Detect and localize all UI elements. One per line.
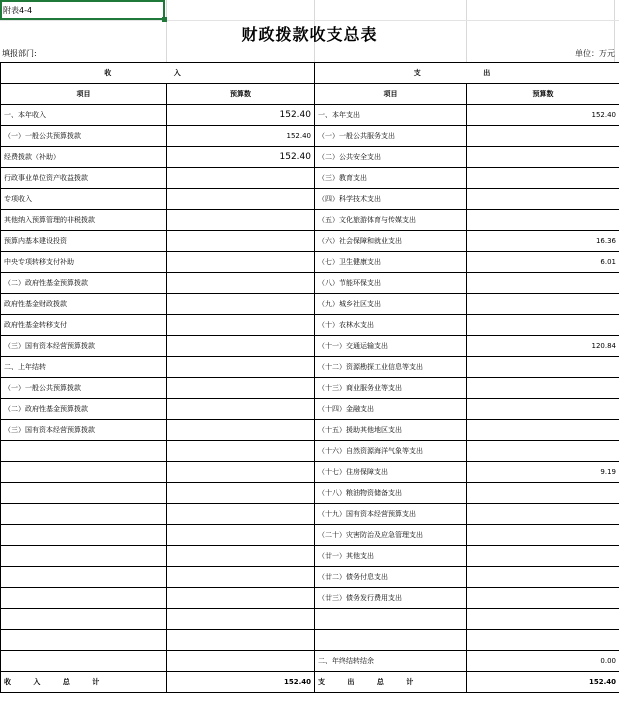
expense-value-cell: [467, 126, 619, 147]
income-item-header: 项目: [1, 84, 167, 105]
income-item-cell: [1, 525, 167, 546]
expense-item-cell: [315, 609, 467, 630]
expense-value-cell: [467, 441, 619, 462]
income-value-cell: [167, 504, 315, 525]
income-value-cell: [167, 399, 315, 420]
expense-value-cell: 152.40: [467, 105, 619, 126]
expense-value-cell: [467, 525, 619, 546]
expense-value-cell: [467, 588, 619, 609]
income-value-cell: [167, 588, 315, 609]
income-item-cell: 预算内基本建设投资: [1, 231, 167, 252]
expense-value-cell: [467, 168, 619, 189]
expense-item-cell: （十三）商业服务业等支出: [315, 378, 467, 399]
expense-value-cell: [467, 189, 619, 210]
income-value-cell: 152.40: [167, 105, 315, 126]
expense-total-label: 支 出 总 计: [315, 672, 467, 693]
income-item-cell: 政府性基金财政拨款: [1, 294, 167, 315]
table-row: [1, 546, 619, 567]
income-value-cell: [167, 252, 315, 273]
expense-item-cell: （十一）交通运输支出: [315, 336, 467, 357]
expense-item-cell: （三）教育支出: [315, 168, 467, 189]
income-value-cell: [167, 630, 315, 651]
income-total-value: 152.40: [167, 672, 315, 693]
table-row: [1, 315, 619, 336]
table-row: [1, 357, 619, 378]
expense-value-cell: [467, 294, 619, 315]
income-item-cell: [1, 441, 167, 462]
expense-header: 支 出: [315, 63, 619, 84]
expense-value-cell: [467, 378, 619, 399]
page-title: 财政拨款收支总表: [241, 25, 378, 44]
expense-value-cell: 120.84: [467, 336, 619, 357]
expense-value-cell: [467, 420, 619, 441]
table-row: [1, 651, 619, 672]
income-item-cell: 行政事业单位资产收益拨款: [1, 168, 167, 189]
expense-item-cell: （五）文化旅游体育与传媒支出: [315, 210, 467, 231]
expense-value-cell: [467, 609, 619, 630]
income-value-cell: [167, 189, 315, 210]
income-value-cell: [167, 273, 315, 294]
income-item-cell: 其他纳入预算管理的非税拨款: [1, 210, 167, 231]
table-row: [1, 441, 619, 462]
expense-item-cell: （廿一）其他支出: [315, 546, 467, 567]
expense-item-cell: （十七）住房保障支出: [315, 462, 467, 483]
table-row: [1, 105, 619, 126]
income-value-cell: [167, 210, 315, 231]
income-value-cell: [167, 231, 315, 252]
income-item-cell: 一、本年收入: [1, 105, 167, 126]
table-row: [1, 252, 619, 273]
expense-total-value: 152.40: [467, 672, 619, 693]
expense-item-cell: （二）公共安全支出: [315, 147, 467, 168]
income-item-cell: 政府性基金转移支付: [1, 315, 167, 336]
income-value-cell: [167, 651, 315, 672]
expense-value-cell: [467, 315, 619, 336]
income-value-cell: [167, 294, 315, 315]
income-value-cell: [167, 525, 315, 546]
income-item-cell: （三）国有资本经营预算拨款: [1, 336, 167, 357]
fill-department-label: 填报部门:: [2, 49, 37, 58]
income-item-cell: [1, 504, 167, 525]
income-item-cell: 二、上年结转: [1, 357, 167, 378]
income-value-cell: 152.40: [167, 126, 315, 147]
expense-value-cell: 9.19: [467, 462, 619, 483]
expense-value-cell: 0.00: [467, 651, 619, 672]
table-row: [1, 378, 619, 399]
table-row: [1, 483, 619, 504]
expense-item-header: 项目: [315, 84, 467, 105]
expense-item-cell: （十四）金融支出: [315, 399, 467, 420]
table-row: [1, 399, 619, 420]
income-total-label: 收 入 总 计: [1, 672, 167, 693]
income-item-cell: 经费拨款（补助）: [1, 147, 167, 168]
expense-value-cell: [467, 210, 619, 231]
expense-item-cell: （九）城乡社区支出: [315, 294, 467, 315]
expense-value-cell: [467, 483, 619, 504]
table-row: [1, 189, 619, 210]
expense-item-cell: （十二）资源勘探工业信息等支出: [315, 357, 467, 378]
budget-table: [0, 62, 619, 693]
table-row: [1, 588, 619, 609]
table-row: [1, 420, 619, 441]
expense-item-cell: （十八）粮油物资储备支出: [315, 483, 467, 504]
expense-item-cell: （十五）援助其他地区支出: [315, 420, 467, 441]
expense-item-cell: （八）节能环保支出: [315, 273, 467, 294]
expense-item-cell: （十九）国有资本经营预算支出: [315, 504, 467, 525]
expense-value-cell: [467, 630, 619, 651]
table-row: [1, 567, 619, 588]
expense-item-cell: （二十）灾害防治及应急管理支出: [315, 525, 467, 546]
expense-item-cell: 一、本年支出: [315, 105, 467, 126]
table-row: [1, 336, 619, 357]
income-item-cell: [1, 630, 167, 651]
income-value-cell: [167, 336, 315, 357]
income-value-cell: [167, 378, 315, 399]
column-header-row: [1, 84, 619, 105]
expense-item-cell: （六）社会保障和就业支出: [315, 231, 467, 252]
income-value-cell: [167, 315, 315, 336]
income-item-cell: [1, 546, 167, 567]
expense-item-cell: （十六）自然资源海洋气象等支出: [315, 441, 467, 462]
income-item-cell: [1, 609, 167, 630]
income-value-cell: 152.40: [167, 147, 315, 168]
expense-item-cell: 二、年终结转结余: [315, 651, 467, 672]
income-value-cell: [167, 357, 315, 378]
table-row: [1, 126, 619, 147]
income-value-cell: [167, 546, 315, 567]
income-item-cell: （一）一般公共预算拨款: [1, 126, 167, 147]
table-row: [1, 504, 619, 525]
expense-value-cell: 16.36: [467, 231, 619, 252]
expense-item-cell: （十）农林水支出: [315, 315, 467, 336]
income-value-cell: [167, 609, 315, 630]
table-row: [1, 273, 619, 294]
income-item-cell: [1, 651, 167, 672]
expense-value-cell: 6.01: [467, 252, 619, 273]
income-value-cell: [167, 420, 315, 441]
income-item-cell: 专项收入: [1, 189, 167, 210]
expense-item-cell: （廿二）债务付息支出: [315, 567, 467, 588]
income-value-cell: [167, 168, 315, 189]
table-row: [1, 630, 619, 651]
table-row: [1, 609, 619, 630]
table-row: [1, 294, 619, 315]
income-item-cell: [1, 567, 167, 588]
table-row: [1, 462, 619, 483]
table-row: [1, 525, 619, 546]
unit-label: 单位：万元: [575, 49, 615, 58]
table-row: [1, 168, 619, 189]
total-row: [1, 672, 619, 693]
expense-item-cell: （廿三）债务发行费用支出: [315, 588, 467, 609]
income-item-cell: （二）政府性基金预算拨款: [1, 399, 167, 420]
expense-value-cell: [467, 567, 619, 588]
income-budget-header: 预算数: [167, 84, 315, 105]
income-value-cell: [167, 462, 315, 483]
table-row: [1, 147, 619, 168]
expense-item-cell: （一）一般公共服务支出: [315, 126, 467, 147]
expense-item-cell: （四）科学技术支出: [315, 189, 467, 210]
expense-value-cell: [467, 504, 619, 525]
income-item-cell: （一）一般公共预算拨款: [1, 378, 167, 399]
income-value-cell: [167, 483, 315, 504]
table-row: [1, 231, 619, 252]
expense-item-cell: [315, 630, 467, 651]
income-item-cell: [1, 588, 167, 609]
expense-value-cell: [467, 399, 619, 420]
table-row: [1, 210, 619, 231]
expense-value-cell: [467, 546, 619, 567]
income-item-cell: （三）国有资本经营预算拨款: [1, 420, 167, 441]
expense-value-cell: [467, 147, 619, 168]
income-header: 收 入: [1, 63, 315, 84]
expense-value-cell: [467, 357, 619, 378]
expense-value-cell: [467, 273, 619, 294]
section-header-row: [1, 63, 619, 84]
income-value-cell: [167, 441, 315, 462]
income-item-cell: [1, 483, 167, 504]
expense-budget-header: 预算数: [467, 84, 619, 105]
income-item-cell: 中央专项转移支付补助: [1, 252, 167, 273]
expense-item-cell: （七）卫生健康支出: [315, 252, 467, 273]
appendix-label: 附表4-4: [3, 6, 33, 15]
income-item-cell: （二）政府性基金预算拨款: [1, 273, 167, 294]
income-item-cell: [1, 462, 167, 483]
income-value-cell: [167, 567, 315, 588]
